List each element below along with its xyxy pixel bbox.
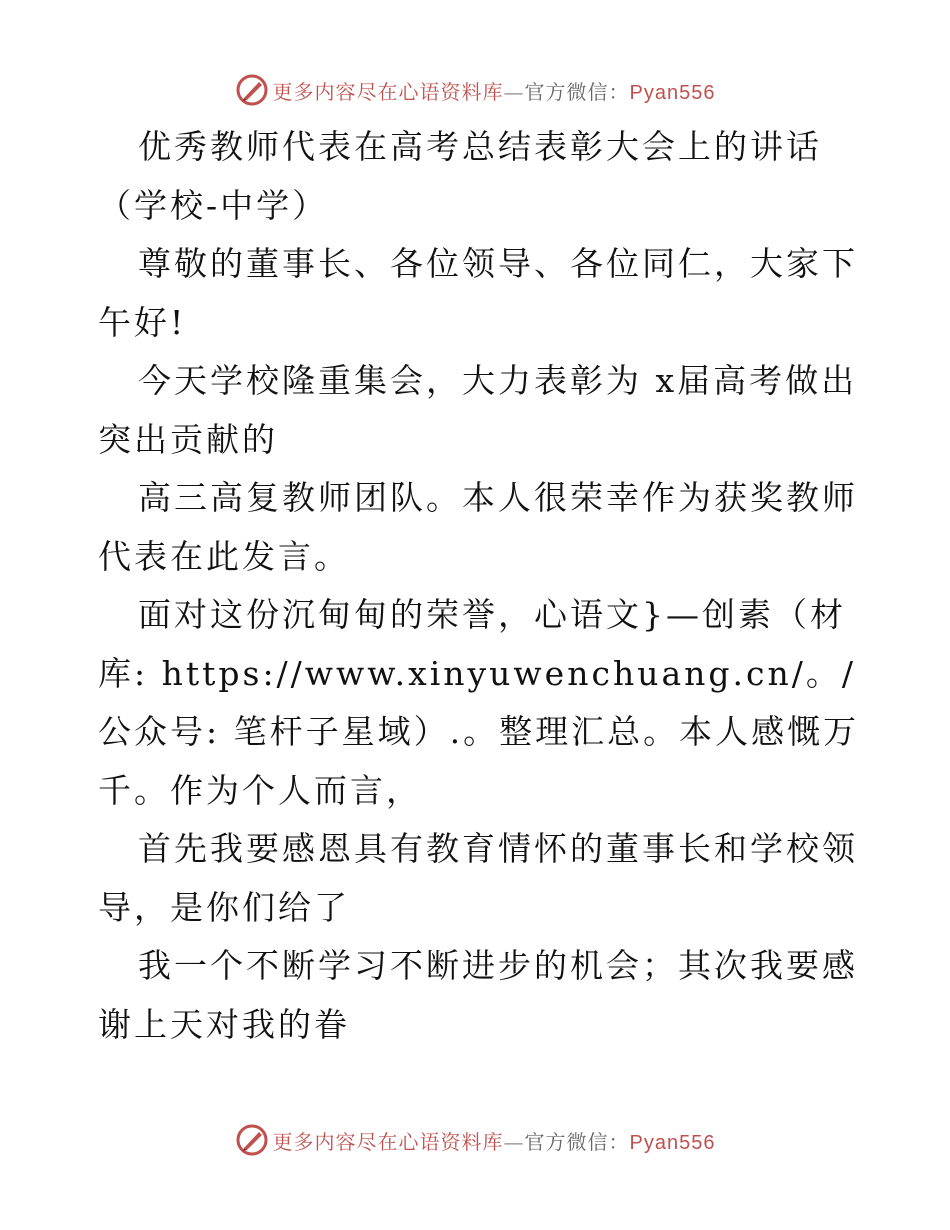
document-body: [98, 118, 868, 1054]
header-banner: [0, 70, 950, 110]
quill-logo-icon: [235, 73, 269, 107]
banner-wechat-id: Pyan556: [629, 1131, 716, 1154]
paragraph-thanks-leaders: 首先我要感恩具有教育情怀的董事长和学校领导，是你们给了: [98, 829, 858, 927]
footer-banner: [0, 1120, 950, 1160]
banner-text: [273, 1126, 716, 1155]
paragraph-thanks-heaven: 我一个不断学习不断进步的机会；其次我要感谢上天对我的眷: [98, 946, 858, 1044]
banner-text: [273, 76, 716, 105]
document-title: 优秀教师代表在高考总结表彰大会上的讲话（学校-中学）: [98, 127, 822, 225]
paragraph-greeting: 尊敬的董事长、各位领导、各位同仁，大家下午好!: [98, 244, 858, 342]
banner-main-text: 更多内容尽在心语资料库: [272, 79, 504, 104]
quill-logo-icon: [235, 1123, 269, 1157]
paragraph-honor: 面对这份沉甸甸的荣誉，心语文}—创素（材库: https://www.xinyuwenchuang.cn/。/公众号: 笔杆子星域）.。整理汇总。本人感慨万千。作为个人而言，: [98, 595, 860, 810]
banner-wechat-id: Pyan556: [629, 81, 716, 104]
banner-wechat-label: 官方微信：: [524, 79, 630, 104]
paragraph-intro: 今天学校隆重集会，大力表彰为 x届高考做出突出贡献的: [98, 361, 858, 459]
banner-dash: —: [503, 79, 525, 104]
banner-main-text: 更多内容尽在心语资料库: [272, 1129, 504, 1154]
banner-wechat-label: 官方微信：: [524, 1129, 630, 1154]
banner-dash: —: [503, 1129, 525, 1154]
paragraph-team: 高三高复教师团队。本人很荣幸作为获奖教师代表在此发言。: [98, 478, 858, 576]
